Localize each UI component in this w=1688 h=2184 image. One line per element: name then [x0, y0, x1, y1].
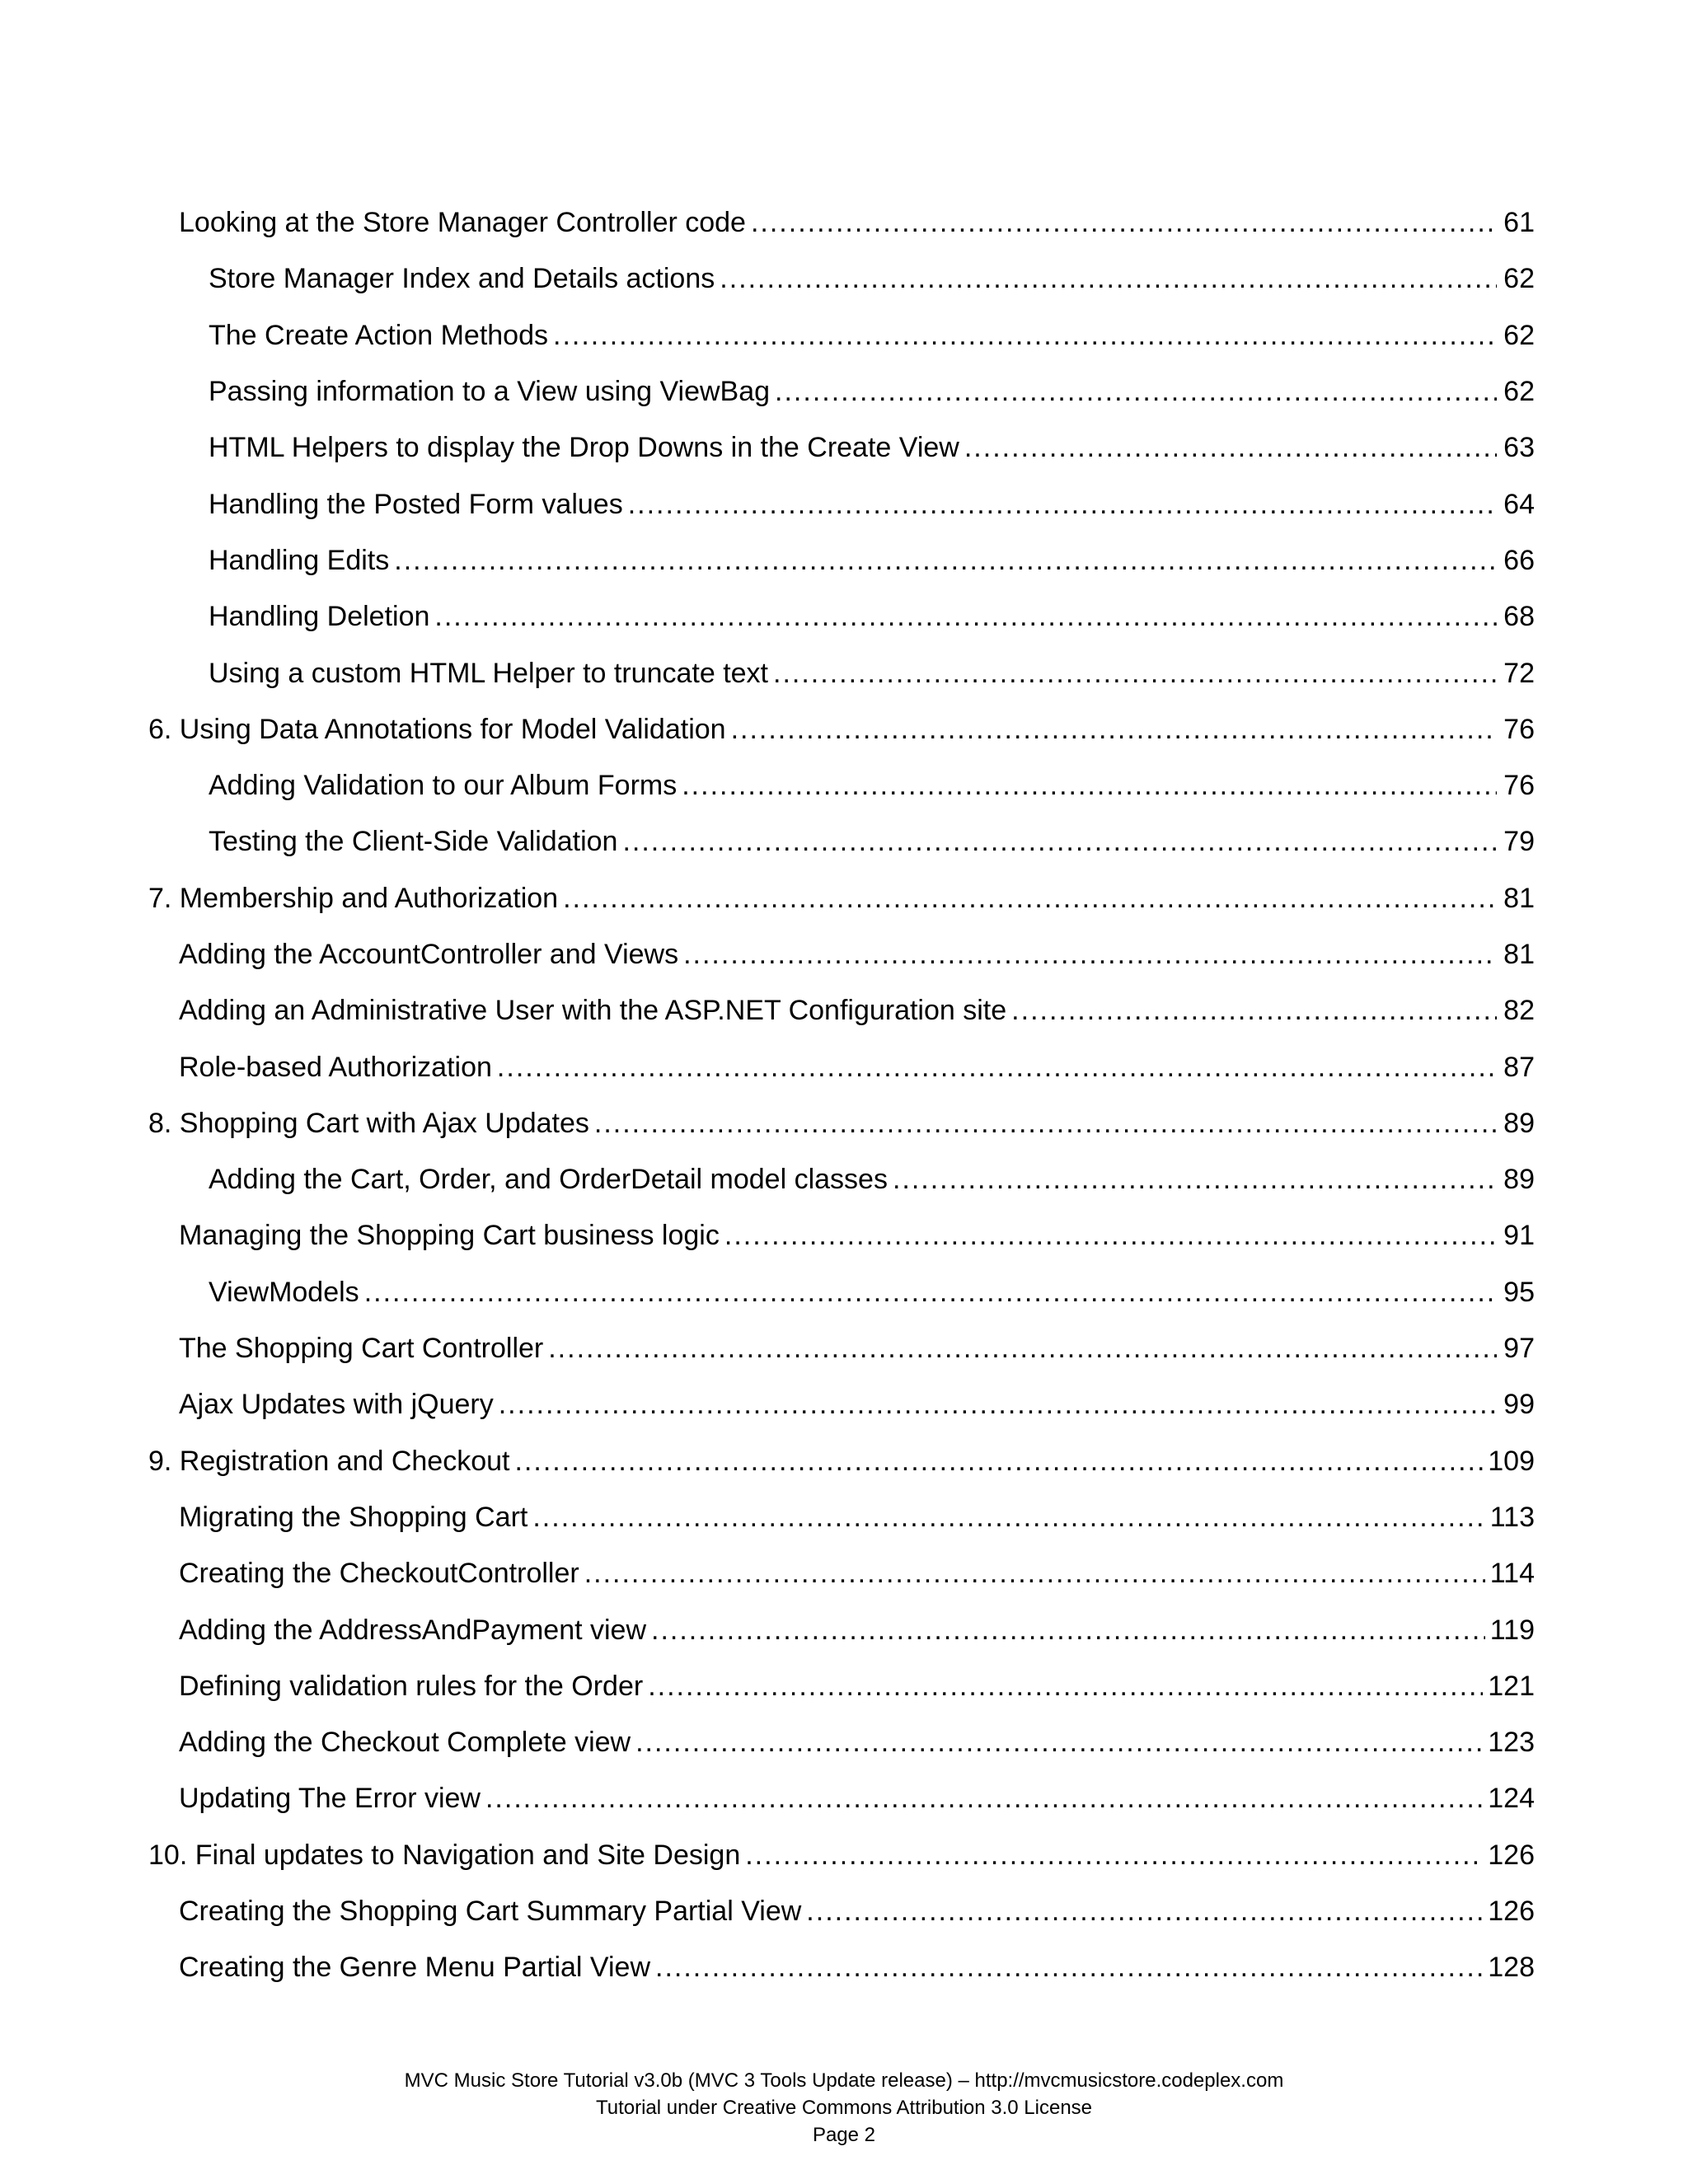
toc-entry-title: Handling the Posted Form values — [209, 488, 623, 520]
toc-dot-leader — [745, 1841, 1483, 1869]
toc-entry-title: Updating The Error view — [179, 1783, 481, 1815]
toc-entry-title: Handling Edits — [209, 544, 390, 576]
toc-entry-page: 121 — [1488, 1670, 1535, 1702]
toc-entry-page: 126 — [1488, 1839, 1535, 1871]
toc-dot-leader — [806, 1897, 1483, 1925]
toc-dot-leader — [655, 1953, 1483, 1981]
toc-entry-title: Migrating the Shopping Cart — [179, 1501, 528, 1533]
toc-dot-leader — [964, 434, 1497, 462]
toc-entry[interactable] — [0, 1376, 1688, 1432]
toc-entry[interactable] — [0, 1770, 1688, 1826]
toc-entry-title: Testing the Client-Side Validation — [209, 826, 618, 858]
toc-entry-title: Creating the Shopping Cart Summary Partial View — [179, 1896, 802, 1928]
toc-entry-title: Adding the AccountController and Views — [179, 939, 679, 970]
toc-dot-leader — [584, 1559, 1485, 1587]
toc-dot-leader — [499, 1390, 1497, 1418]
toc-dot-leader — [594, 1109, 1497, 1137]
toc-entry-title: 9. Registration and Checkout — [148, 1445, 510, 1477]
toc-dot-leader — [1011, 996, 1497, 1024]
toc-entry-page: 72 — [1503, 657, 1535, 689]
toc-entry[interactable] — [0, 1939, 1688, 1995]
toc-entry-page: 64 — [1503, 488, 1535, 520]
toc-dot-leader — [683, 940, 1497, 968]
toc-entry-title: Store Manager Index and Details actions — [209, 263, 715, 295]
toc-entry[interactable] — [0, 307, 1688, 363]
toc-entry-title: HTML Helpers to display the Drop Downs in the Create View — [209, 432, 959, 464]
toc-entry-page: 87 — [1503, 1051, 1535, 1083]
toc-entry[interactable] — [0, 1151, 1688, 1207]
toc-entry-page: 62 — [1503, 376, 1535, 408]
toc-entry-page: 113 — [1489, 1501, 1535, 1533]
toc-dot-leader — [497, 1053, 1497, 1081]
toc-dot-leader — [682, 771, 1497, 799]
toc-dot-leader — [514, 1447, 1483, 1475]
toc-entry[interactable] — [0, 363, 1688, 419]
toc-entry-title: The Create Action Methods — [209, 319, 549, 351]
toc-entry[interactable] — [0, 1489, 1688, 1545]
toc-entry-title: Handling Deletion — [209, 601, 430, 633]
toc-entry-page: 91 — [1503, 1220, 1535, 1252]
toc-dot-leader — [553, 321, 1497, 349]
toc-entry-page: 76 — [1503, 770, 1535, 802]
toc-entry-page: 123 — [1488, 1727, 1535, 1759]
toc-entry-page: 89 — [1503, 1107, 1535, 1139]
toc-entry[interactable] — [0, 701, 1688, 757]
toc-dot-leader — [563, 884, 1497, 912]
toc-dot-leader — [775, 377, 1497, 405]
toc-dot-leader — [893, 1165, 1497, 1193]
toc-entry-page: 109 — [1488, 1445, 1535, 1477]
toc-entry[interactable] — [0, 644, 1688, 701]
toc-entry[interactable] — [0, 926, 1688, 982]
toc-entry[interactable] — [0, 1883, 1688, 1939]
toc-entry-title: Ajax Updates with jQuery — [179, 1389, 494, 1421]
toc-entry[interactable] — [0, 1601, 1688, 1657]
toc-entry-page: 62 — [1503, 263, 1535, 295]
toc-entry-title: Managing the Shopping Cart business logic — [179, 1220, 720, 1252]
toc-entry[interactable] — [0, 251, 1688, 307]
footer-license: Tutorial under Creative Commons Attribution 3.0 License — [595, 2097, 1093, 2119]
toc-entry-title: Adding the Checkout Complete view — [179, 1727, 631, 1759]
toc-entry-page: 79 — [1503, 826, 1535, 858]
toc-entry-page: 89 — [1503, 1164, 1535, 1196]
toc-dot-leader — [485, 1784, 1483, 1812]
toc-entry-title: ViewModels — [209, 1276, 359, 1308]
toc-entry[interactable] — [0, 1320, 1688, 1376]
toc-entry-title: Adding Validation to our Album Forms — [209, 770, 678, 802]
toc-entry-page: 126 — [1488, 1896, 1535, 1928]
toc-entry-title: Adding the Cart, Order, and OrderDetail model classes — [209, 1164, 888, 1196]
toc-entry-page: 128 — [1488, 1952, 1535, 1984]
toc-entry-title: Adding the AddressAndPayment view — [179, 1614, 647, 1646]
toc-dot-leader — [724, 1221, 1497, 1249]
toc-dot-leader — [532, 1503, 1484, 1531]
toc-entry[interactable] — [0, 757, 1688, 813]
toc-entry-title: 8. Shopping Cart with Ajax Updates — [148, 1107, 589, 1139]
toc-entry-page: 119 — [1489, 1614, 1535, 1646]
toc-entry-page: 95 — [1503, 1276, 1535, 1308]
toc-dot-leader — [548, 1334, 1497, 1362]
toc-entry-page: 114 — [1489, 1558, 1535, 1590]
toc-entry[interactable] — [0, 1714, 1688, 1770]
footer-tutorial-info: MVC Music Store Tutorial v3.0b (MVC 3 Tools Update release) – http://mvcmusicstore.codeplex.com — [404, 2069, 1284, 2092]
toc-entry-title: Role-based Authorization — [179, 1051, 492, 1083]
toc-entry[interactable] — [0, 1207, 1688, 1263]
toc-dot-leader — [648, 1672, 1483, 1700]
toc-entry-title: 7. Membership and Authorization — [148, 882, 559, 914]
toc-entry[interactable] — [0, 194, 1688, 251]
toc-entry[interactable] — [0, 1545, 1688, 1601]
toc-entry-title: Passing information to a View using ViewBag — [209, 376, 771, 408]
toc-entry[interactable] — [0, 1038, 1688, 1094]
toc-entry-title: Looking at the Store Manager Controller code — [179, 207, 746, 239]
toc-entry[interactable] — [0, 419, 1688, 476]
toc-entry-title: 6. Using Data Annotations for Model Validation — [148, 713, 726, 745]
toc-entry[interactable] — [0, 1433, 1688, 1489]
toc-dot-leader — [731, 715, 1497, 743]
toc-entry-page: 63 — [1503, 432, 1535, 464]
toc-entry[interactable] — [0, 476, 1688, 532]
toc-entry[interactable] — [0, 1264, 1688, 1320]
toc-entry-page: 81 — [1503, 882, 1535, 914]
toc-entry-page: 76 — [1503, 713, 1535, 745]
toc-entry[interactable] — [0, 532, 1688, 588]
toc-entry-page: 99 — [1503, 1389, 1535, 1421]
toc-entry[interactable] — [0, 813, 1688, 869]
toc-entry-page: 66 — [1503, 544, 1535, 576]
toc-entry[interactable] — [0, 1658, 1688, 1714]
toc-entry-page: 124 — [1488, 1783, 1535, 1815]
toc-entry[interactable] — [0, 1095, 1688, 1151]
toc-entry-title: Adding an Administrative User with the ASP.NET Configuration site — [179, 995, 1007, 1027]
toc-entry-page: 61 — [1503, 207, 1535, 239]
toc-dot-leader — [651, 1616, 1485, 1644]
toc-dot-leader — [434, 602, 1497, 630]
toc-dot-leader — [720, 265, 1497, 293]
toc-entry-page: 82 — [1503, 995, 1535, 1027]
toc-entry-page: 97 — [1503, 1333, 1535, 1365]
toc-dot-leader — [622, 827, 1497, 855]
toc-dot-leader — [635, 1728, 1483, 1756]
toc-entry-title: 10. Final updates to Navigation and Site Design — [148, 1839, 741, 1871]
toc-entry-page: 68 — [1503, 601, 1535, 633]
toc-dot-leader — [773, 659, 1497, 687]
toc-entry-title: Creating the CheckoutController — [179, 1558, 579, 1590]
toc-dot-leader — [628, 490, 1497, 518]
toc-entry[interactable] — [0, 1827, 1688, 1883]
toc-entry[interactable] — [0, 588, 1688, 644]
toc-entry[interactable] — [0, 982, 1688, 1038]
toc-entry-title: Using a custom HTML Helper to truncate text — [209, 657, 769, 689]
toc-entry-page: 81 — [1503, 939, 1535, 970]
toc-entry[interactable] — [0, 870, 1688, 926]
toc-dot-leader — [751, 209, 1497, 237]
toc-entry-title: Creating the Genre Menu Partial View — [179, 1952, 651, 1984]
toc-entry-page: 62 — [1503, 319, 1535, 351]
toc-entry-title: The Shopping Cart Controller — [179, 1333, 544, 1365]
page-number: Page 2 — [812, 2124, 876, 2146]
toc-dot-leader — [394, 546, 1497, 574]
toc-dot-leader — [364, 1278, 1497, 1306]
page-footer — [0, 2067, 1688, 2149]
table-of-contents — [0, 194, 1688, 1996]
toc-entry-title: Defining validation rules for the Order — [179, 1670, 644, 1702]
